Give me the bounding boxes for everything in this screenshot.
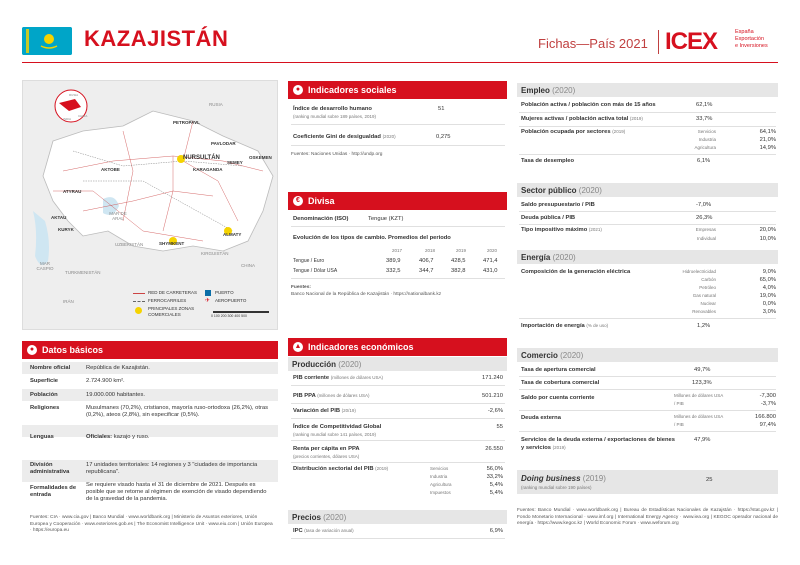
- map-label-aktobe: AKTOBE: [101, 167, 120, 172]
- indicadores-economicos-title: Indicadores económicos: [308, 342, 414, 352]
- deuda-externa-label: Deuda externa: [521, 415, 561, 421]
- divisa-title: Divisa: [308, 196, 335, 206]
- right-sources: Fuentes: Banco Mundial · www.worldbank.org | Bureau de Estadísticas Nacionales de Kazajstán · https://stat.gov.kz | Fondo Monetario Internacional · www.imf.org | International Energy Agency · www.iea.org | KEGOC operador nacional de energía · https://www.kegoc.kz | World Economic Forum · www.weforum.org: [517, 508, 778, 526]
- tengue-dolar-2017: 332,5: [386, 268, 401, 274]
- saldo-cc-sub2: / PIB: [674, 401, 684, 406]
- deuda-externa-value2: 97,4%: [759, 422, 776, 428]
- saldo-cc-value1: -7,300: [759, 393, 776, 399]
- comp-value-hidro: 9,0%: [762, 269, 776, 275]
- map-label-almaty: ALMATY: [223, 232, 242, 237]
- poblacion-label: Población: [30, 392, 58, 398]
- dist-value-servicios: 56,0%: [486, 466, 503, 472]
- deuda-externa-value1: 166.800: [755, 414, 776, 420]
- desempleo-value: 6,1%: [697, 158, 711, 164]
- ipc-label: IPC (tasa de variación anual): [293, 528, 354, 534]
- poblacion-activa-label: Población activa / población con más de 15 años: [521, 102, 656, 108]
- map-inset-russia: RUSIA: [69, 93, 79, 97]
- renta-sub: (precios corrientes, dólares USA): [293, 454, 360, 459]
- map-label-aktau: AKTAU: [51, 215, 67, 220]
- ocupada-sector-servicios: Servicios: [697, 129, 716, 134]
- comp-source-nuclear: Nuclear: [700, 301, 716, 306]
- datos-basicos-header: [22, 341, 278, 359]
- deuda-publica-label: Deuda pública / PIB: [521, 215, 576, 221]
- info-icon: ●: [27, 345, 37, 355]
- tengue-dolar-2019: 382,8: [451, 268, 466, 274]
- map-label-russia: RUSIA: [209, 102, 223, 107]
- map-label-china: CHINA: [241, 263, 256, 268]
- doing-business-sub: (ranking mundial sobre 190 países): [521, 485, 592, 490]
- poblacion-activa-value: 62,1%: [696, 102, 713, 108]
- denominacion-label: Denominación (ISO): [293, 216, 349, 222]
- denominacion-value: Tengue (KZT): [368, 216, 404, 222]
- year-2020: 2020: [487, 248, 498, 253]
- scale-labels: 0 100 200 300 400 500: [211, 314, 248, 318]
- energia-header: Energía (2020): [517, 250, 778, 264]
- legend-commercial: PRINCIPALES ZONAS COMERCIALES: [148, 306, 195, 317]
- datos-basicos-table: [22, 362, 278, 510]
- kazakhstan-flag: [22, 27, 72, 55]
- superficie-label: Superficie: [30, 378, 59, 384]
- fichas-pais-label: Fichas—País 2021: [538, 36, 648, 51]
- comp-value-gas: 19,0%: [759, 293, 776, 299]
- commercial-zone-icon: [135, 307, 142, 314]
- divisa-source: Banco Nacional de la República de Kazajistán · https://nationalbank.kz: [291, 292, 442, 297]
- map-label-uzbekistan: UZBEKISTÁN: [115, 242, 144, 247]
- port-icon: [205, 290, 211, 296]
- comp-source-gas: Gas natural: [692, 293, 716, 298]
- year-2018: 2018: [425, 248, 436, 253]
- indicadores-sociales-source: Fuentes: Naciones Unidas · http://undp.org: [291, 152, 383, 157]
- indicadores-sociales-header: [288, 81, 507, 99]
- tengue-dolar-label: Tengue / Dólar USA: [293, 268, 338, 274]
- tengue-euro-2018: 406,7: [419, 258, 434, 264]
- desempleo-label: Tasa de desempleo: [521, 158, 575, 164]
- ipc-value: 6,9%: [489, 528, 503, 534]
- map-label-petropavl: PETROPAVL: [173, 120, 200, 125]
- tengue-euro-2019: 428,5: [451, 258, 466, 264]
- chart-icon: ▲: [294, 343, 302, 350]
- map-label-iran: IRÁN: [63, 299, 74, 304]
- empleo-header: Empleo (2020): [517, 83, 778, 97]
- sector-publico-header: Sector público (2020): [517, 183, 778, 197]
- mujeres-activas-value: 33,7%: [696, 116, 713, 122]
- poblacion-value: 19.000.000 habitantes.: [86, 392, 145, 398]
- religiones-value: Musulmanes (70,2%), cristianos, mayoría ruso-ortodoxa (26,2%), otras (0,2%), ateos (2,8%), sin especificar (0,5%).: [86, 405, 269, 418]
- ocupada-value-industria: 21,0%: [759, 137, 776, 143]
- lenguas-value: Oficiales: kazajo y ruso.: [86, 434, 150, 440]
- tipo-value-individual: 10,0%: [759, 236, 776, 242]
- comp-value-nuclear: 0,0%: [762, 301, 776, 307]
- datos-basicos-sources: Fuentes: CIA · www.cia.gov | Banco Mundial · www.worldbank.org | Ministerio de Asuntos exteriores, Unión Europea y Cooperación · www.exteriores.gob.es | The Economist Intelligence Unit · www.eiu.com | Unión Europea · https://europa.eu: [30, 515, 273, 533]
- idh-label: Índice de desarrollo humano: [293, 106, 372, 112]
- ocupada-value-servicios: 64,1%: [759, 129, 776, 135]
- gini-label: Coeficiente Gini de desigualdad (2020): [293, 134, 396, 140]
- mujeres-activas-label: Mujeres activas / población activa total (2019): [521, 116, 643, 122]
- map-label-karaganda: KARAGANDA: [193, 167, 223, 172]
- importacion-energia-value: 1,2%: [697, 323, 711, 329]
- indicadores-sociales-title: Indicadores sociales: [308, 85, 397, 95]
- doing-business-title: Doing business (2019): [521, 474, 606, 483]
- dist-sector-impuestos: Impuestos: [430, 490, 451, 495]
- dist-value-agricultura: 5,4%: [489, 482, 503, 488]
- tipo-impositivo-label: Tipo impositivo máximo (2021): [521, 227, 602, 233]
- gini-value: 0,275: [436, 134, 451, 140]
- competitividad-sub: (ranking mundial sobre 141 países, 2019): [293, 432, 377, 437]
- doing-business-value: 25: [706, 477, 713, 483]
- distribucion-label: Distribución sectorial del PIB (2019): [293, 466, 389, 472]
- importacion-energia-label: Importación de energía (% de uso): [521, 323, 609, 329]
- dist-value-industria: 33,2%: [486, 474, 503, 480]
- superficie-value: 2.724.900 km².: [86, 378, 125, 384]
- roads-legend-swatch: [133, 293, 145, 294]
- dist-value-impuestos: 5,4%: [489, 490, 503, 496]
- apertura-label: Tasa de apertura comercial: [521, 367, 596, 373]
- comp-source-hidro: Hidroelectricidad: [682, 269, 716, 274]
- comp-source-renovables: Renovables: [692, 309, 716, 314]
- currency-icon: €: [293, 196, 303, 206]
- legend-roads: RED DE CARRETERAS: [148, 290, 198, 295]
- dist-sector-servicios: Servicios: [430, 466, 449, 471]
- saldo-presupuestario-label: Saldo presupuestario / PIB: [521, 202, 595, 208]
- saldo-cc-sub1: Millones de dólares USA: [674, 393, 724, 398]
- map-label-atyrau: ATYRAU: [63, 189, 82, 194]
- ocupada-sector-industria: Industria: [698, 137, 716, 142]
- header-divider: [22, 62, 778, 63]
- year-2019: 2019: [456, 248, 467, 253]
- tipo-kind-individual: Individual: [696, 236, 716, 241]
- map-label-pavlodar: PAVLODAR: [211, 141, 236, 146]
- renta-label: Renta per cápita en PPA: [293, 446, 360, 452]
- datos-basicos-title: Datos básicos: [42, 345, 104, 355]
- legend-airport: AEROPUERTO: [215, 298, 247, 303]
- tengue-dolar-2020: 431,0: [483, 268, 498, 274]
- composicion-label: Composición de la generación eléctrica: [521, 269, 631, 275]
- comp-value-renovables: 3,0%: [762, 309, 776, 315]
- legend-port: PUERTO: [215, 290, 234, 295]
- nombre-oficial-value: República de Kazajistán.: [86, 365, 150, 371]
- lenguas-label: Lenguas: [30, 434, 54, 440]
- map-label-turkmenistan: TURKMENISTÁN: [65, 270, 101, 275]
- renta-value: 26.550: [485, 446, 503, 452]
- divisa-header: [288, 192, 507, 210]
- produccion-header: Producción (2020): [288, 357, 507, 371]
- nombre-oficial-label: Nombre oficial: [30, 365, 71, 371]
- tengue-dolar-2018: 344,7: [419, 268, 434, 274]
- dist-sector-industria: Industria: [430, 474, 448, 479]
- pib-ppa-value: 501.210: [482, 393, 503, 399]
- map-label-kuryk: KURYK: [58, 227, 74, 232]
- idh-value: 51: [438, 106, 445, 112]
- competitividad-value: 55: [496, 424, 503, 430]
- dist-sector-agricultura: Agricultura: [430, 482, 452, 487]
- map-label-semey: SEMEY: [227, 160, 243, 165]
- header-separator: [658, 30, 659, 54]
- precios-header: Precios (2020): [288, 510, 507, 524]
- pib-corriente-value: 171.240: [482, 375, 503, 381]
- tipo-value-empresas: 20,0%: [759, 227, 776, 233]
- scale-bar: [213, 311, 269, 313]
- competitividad-label: Índice de Competitividad Global: [293, 424, 382, 430]
- division-label: División administrativa: [30, 462, 70, 475]
- map-legend: [133, 289, 273, 329]
- year-2017: 2017: [392, 248, 403, 253]
- comp-value-carbon: 65,0%: [759, 277, 776, 283]
- variacion-pib-label: Variación del PIB (20/19): [293, 408, 356, 414]
- comp-value-petroleo: 4,0%: [762, 285, 776, 291]
- ocupada-label: Población ocupada por sectores (2019): [521, 129, 626, 135]
- comercio-header: Comercio (2020): [517, 348, 778, 362]
- apertura-value: 49,7%: [694, 367, 711, 373]
- division-value: 17 unidades territoriales: 14 regiones y 3 "ciudades de importancia republicana".: [86, 462, 258, 475]
- tipo-kind-empresas: Empresas: [695, 227, 716, 232]
- formalidades-value: Se requiere visado hasta el 31 de diciembre de 2021. Después es posible que se retorne al régimen de exención de visado dependiendo de la gravedad de la pandemia.: [86, 482, 267, 502]
- servicios-deuda-value: 47,9%: [694, 437, 711, 443]
- tengue-euro-label: Tengue / Euro: [293, 258, 325, 264]
- map-inset-china: CHINA: [78, 114, 88, 118]
- pib-corriente-label: PIB corriente (millones de dólares USA): [293, 375, 383, 381]
- variacion-pib-value: -2,6%: [487, 408, 503, 414]
- icex-logo: ICEX: [665, 28, 718, 55]
- legend-rail: FERROCARRILES: [148, 298, 187, 303]
- idh-sub: (ranking mundial sobre 189 países, 2019): [293, 114, 377, 119]
- deuda-publica-value: 26,3%: [696, 215, 713, 221]
- cobertura-value: 123,3%: [692, 380, 712, 386]
- tengue-euro-2017: 389,9: [386, 258, 401, 264]
- divisa-source-label: Fuentes:: [291, 285, 311, 290]
- cobertura-label: Tasa de cobertura comercial: [521, 380, 600, 386]
- saldo-cc-label: Saldo por cuenta corriente: [521, 395, 595, 401]
- map-label-kirguistan: KIRGUISTÁN: [201, 251, 229, 256]
- pib-ppa-label: PIB PPA (millones de dólares USA): [293, 393, 370, 399]
- ocupada-value-agricultura: 14,9%: [759, 145, 776, 151]
- country-title: KAZAJISTÁN: [84, 26, 229, 51]
- airport-icon: ✈: [205, 298, 211, 304]
- formalidades-label: Formalidades de entrada: [30, 485, 77, 498]
- evolucion-title: Evolución de los tipos de cambio. Promedios del periodo: [293, 235, 451, 241]
- ocupada-sector-agricultura: Agricultura: [694, 145, 716, 150]
- indicadores-economicos-header: [288, 338, 507, 356]
- saldo-cc-value2: -3,7%: [760, 401, 776, 407]
- comp-source-petroleo: Petróleo: [699, 285, 716, 290]
- map-label-nursultan: NURSULTÁN: [183, 155, 220, 161]
- religiones-label: Religiones: [30, 405, 60, 411]
- map-inset-india: INDIA: [63, 117, 72, 121]
- rail-legend-swatch: [133, 301, 145, 302]
- map-label-mar-caspio: MAR CASPIO: [36, 261, 54, 271]
- servicios-deuda-label: Servicios de la deuda externa / exportaciones de bienes y servicios (2019): [521, 437, 676, 451]
- map-label-shymkent: SHYMKENT: [159, 241, 185, 246]
- deuda-externa-sub2: / PIB: [674, 422, 684, 427]
- deuda-externa-sub1: Millones de dólares USA: [674, 414, 724, 419]
- icex-logo-subtitle: España Exportación e Inversiones: [735, 29, 768, 49]
- saldo-presupuestario-value: -7,0%: [696, 202, 712, 208]
- comp-source-carbon: Carbón: [701, 277, 716, 282]
- tengue-euro-2020: 471,4: [483, 258, 498, 264]
- people-icon: ●: [293, 85, 303, 95]
- map-label-oskemen: OSKEMEN: [249, 155, 272, 160]
- map-label-mar-aral: MAR DE ARAL: [109, 211, 127, 221]
- country-map: [22, 80, 278, 330]
